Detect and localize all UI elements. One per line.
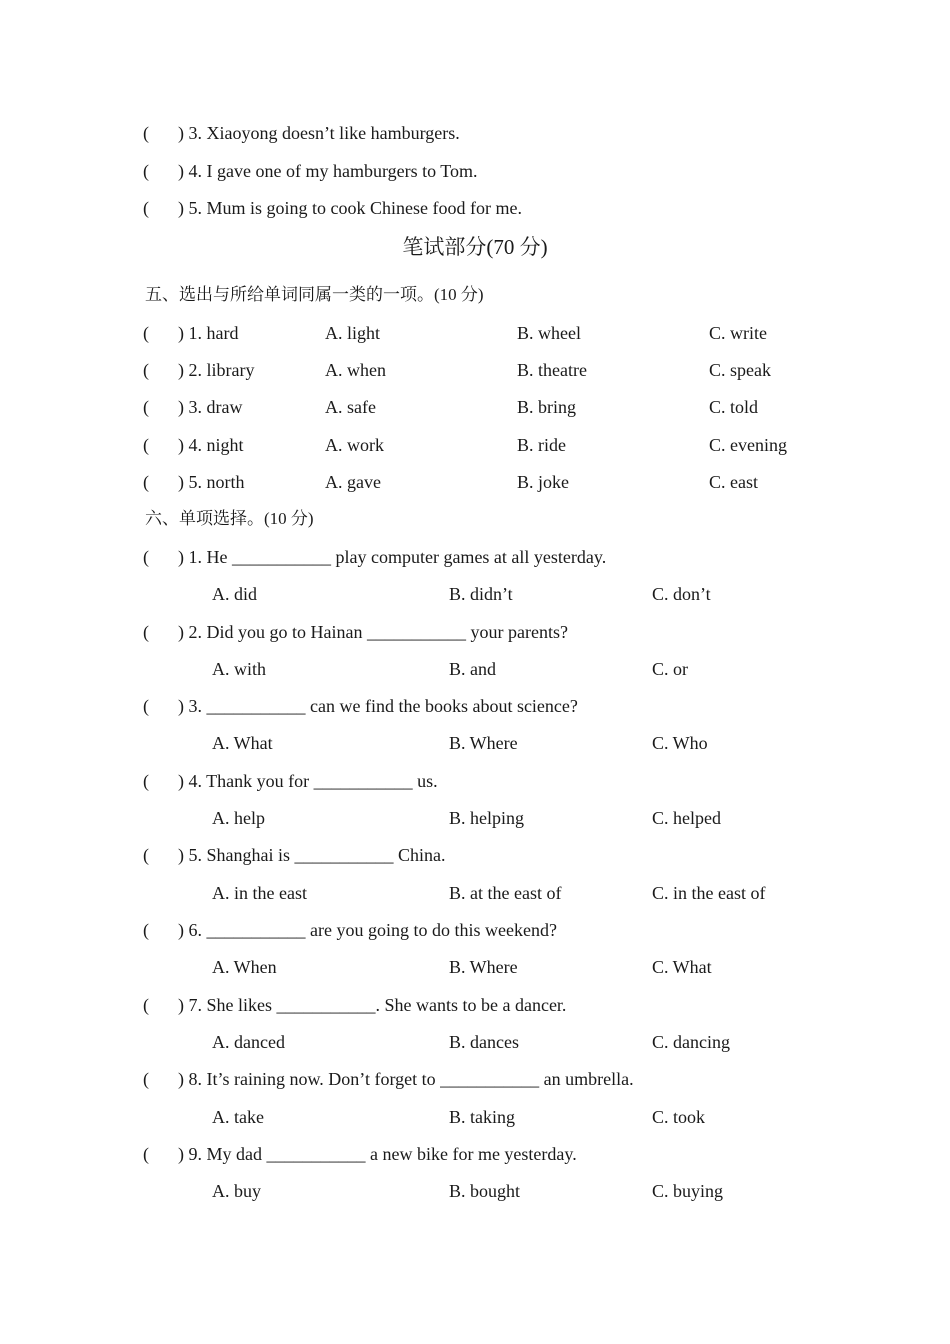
answer-paren: ( [143,1144,149,1164]
s6-q2-option-c: C. or [652,659,688,679]
s6-q4-option-c: C. helped [652,808,721,828]
s6-q9-option-c: C. buying [652,1181,724,1201]
s5-q5-stem: ) 5. north [178,472,245,492]
s6-q9-option-b: B. bought [449,1181,521,1201]
s6-q1-option-b: B. didn’t [449,584,513,604]
answer-paren: ( [143,360,149,380]
s6-q8-option-a: A. take [212,1107,264,1127]
s6-q3-option-a: A. What [212,733,273,753]
s5-q3-option-c: C. told [709,397,759,417]
s6-q2-option-a: A. with [212,659,266,679]
s6-q1-option-a: A. did [212,584,257,604]
s5-q4-option-b: B. ride [517,435,566,455]
statement-5: ) 5. Mum is going to cook Chinese food for me. [178,198,522,218]
s6-q6-option-a: A. When [212,957,277,977]
answer-paren: ( [143,472,149,492]
s6-q6-stem: ) 6. ___________ are you going to do this weekend? [178,920,557,940]
s6-q8-option-c: C. took [652,1107,706,1127]
s5-q3-option-a: A. safe [325,397,376,417]
answer-paren: ( [143,845,149,865]
s5-q1-option-c: C. write [709,323,767,343]
s6-q1-option-c: C. don’t [652,584,711,604]
s6-q6-option-b: B. Where [449,957,518,977]
s6-q4-stem: ) 4. Thank you for ___________ us. [178,771,438,791]
s5-q2-option-b: B. theatre [517,360,587,380]
answer-paren: ( [143,696,149,716]
s6-q5-option-c: C. in the east of [652,883,766,903]
s6-q9-option-a: A. buy [212,1181,261,1201]
answer-paren: ( [143,323,149,343]
s6-q5-option-b: B. at the east of [449,883,562,903]
answer-paren: ( [143,622,149,642]
answer-paren: ( [143,995,149,1015]
s5-q2-option-c: C. speak [709,360,771,380]
s5-q5-option-a: A. gave [325,472,381,492]
s5-q1-stem: ) 1. hard [178,323,239,343]
s6-q6-option-c: C. What [652,957,712,977]
s6-q4-option-a: A. help [212,808,265,828]
s6-q2-option-b: B. and [449,659,496,679]
s6-q4-option-b: B. helping [449,808,524,828]
s5-q3-stem: ) 3. draw [178,397,243,417]
s5-q5-option-b: B. joke [517,472,569,492]
answer-paren: ( [143,161,149,181]
section-5-heading: 五、选出与所给单词同属一类的一项。(10 分) [145,285,484,304]
s5-q4-stem: ) 4. night [178,435,244,455]
s5-q1-option-b: B. wheel [517,323,581,343]
answer-paren: ( [143,198,149,218]
s6-q3-option-c: C. Who [652,733,708,753]
s6-q5-option-a: A. in the east [212,883,307,903]
s5-q3-option-b: B. bring [517,397,577,417]
s6-q5-stem: ) 5. Shanghai is ___________ China. [178,845,446,865]
statement-3: ) 3. Xiaoyong doesn’t like hamburgers. [178,123,460,143]
s6-q7-stem: ) 7. She likes ___________. She wants to be a dancer. [178,995,567,1015]
s6-q8-stem: ) 8. It’s raining now. Don’t forget to ___________ an umbrella. [178,1069,634,1089]
section-6-heading: 六、单项选择。(10 分) [145,509,314,528]
answer-paren: ( [143,547,149,567]
answer-paren: ( [143,920,149,940]
s5-q1-option-a: A. light [325,323,381,343]
s6-q9-stem: ) 9. My dad ___________ a new bike for me yesterday. [178,1144,577,1164]
s6-q1-stem: ) 1. He ___________ play computer games at all yesterday. [178,547,607,567]
s5-q4-option-c: C. evening [709,435,787,455]
answer-paren: ( [143,123,149,143]
answer-paren: ( [143,397,149,417]
statement-4: ) 4. I gave one of my hamburgers to Tom. [178,161,478,181]
answer-paren: ( [143,1069,149,1089]
s6-q3-stem: ) 3. ___________ can we find the books about science? [178,696,578,716]
s5-q2-stem: ) 2. library [178,360,255,380]
s5-q5-option-c: C. east [709,472,758,492]
s6-q7-option-c: C. dancing [652,1032,730,1052]
s5-q4-option-a: A. work [325,435,384,455]
answer-paren: ( [143,435,149,455]
s6-q3-option-b: B. Where [449,733,518,753]
s5-q2-option-a: A. when [325,360,386,380]
s6-q7-option-a: A. danced [212,1032,285,1052]
s6-q2-stem: ) 2. Did you go to Hainan ___________ your parents? [178,622,568,642]
answer-paren: ( [143,771,149,791]
s6-q8-option-b: B. taking [449,1107,515,1127]
s6-q7-option-b: B. dances [449,1032,519,1052]
written-part-title: 笔试部分(70 分) [402,235,548,259]
